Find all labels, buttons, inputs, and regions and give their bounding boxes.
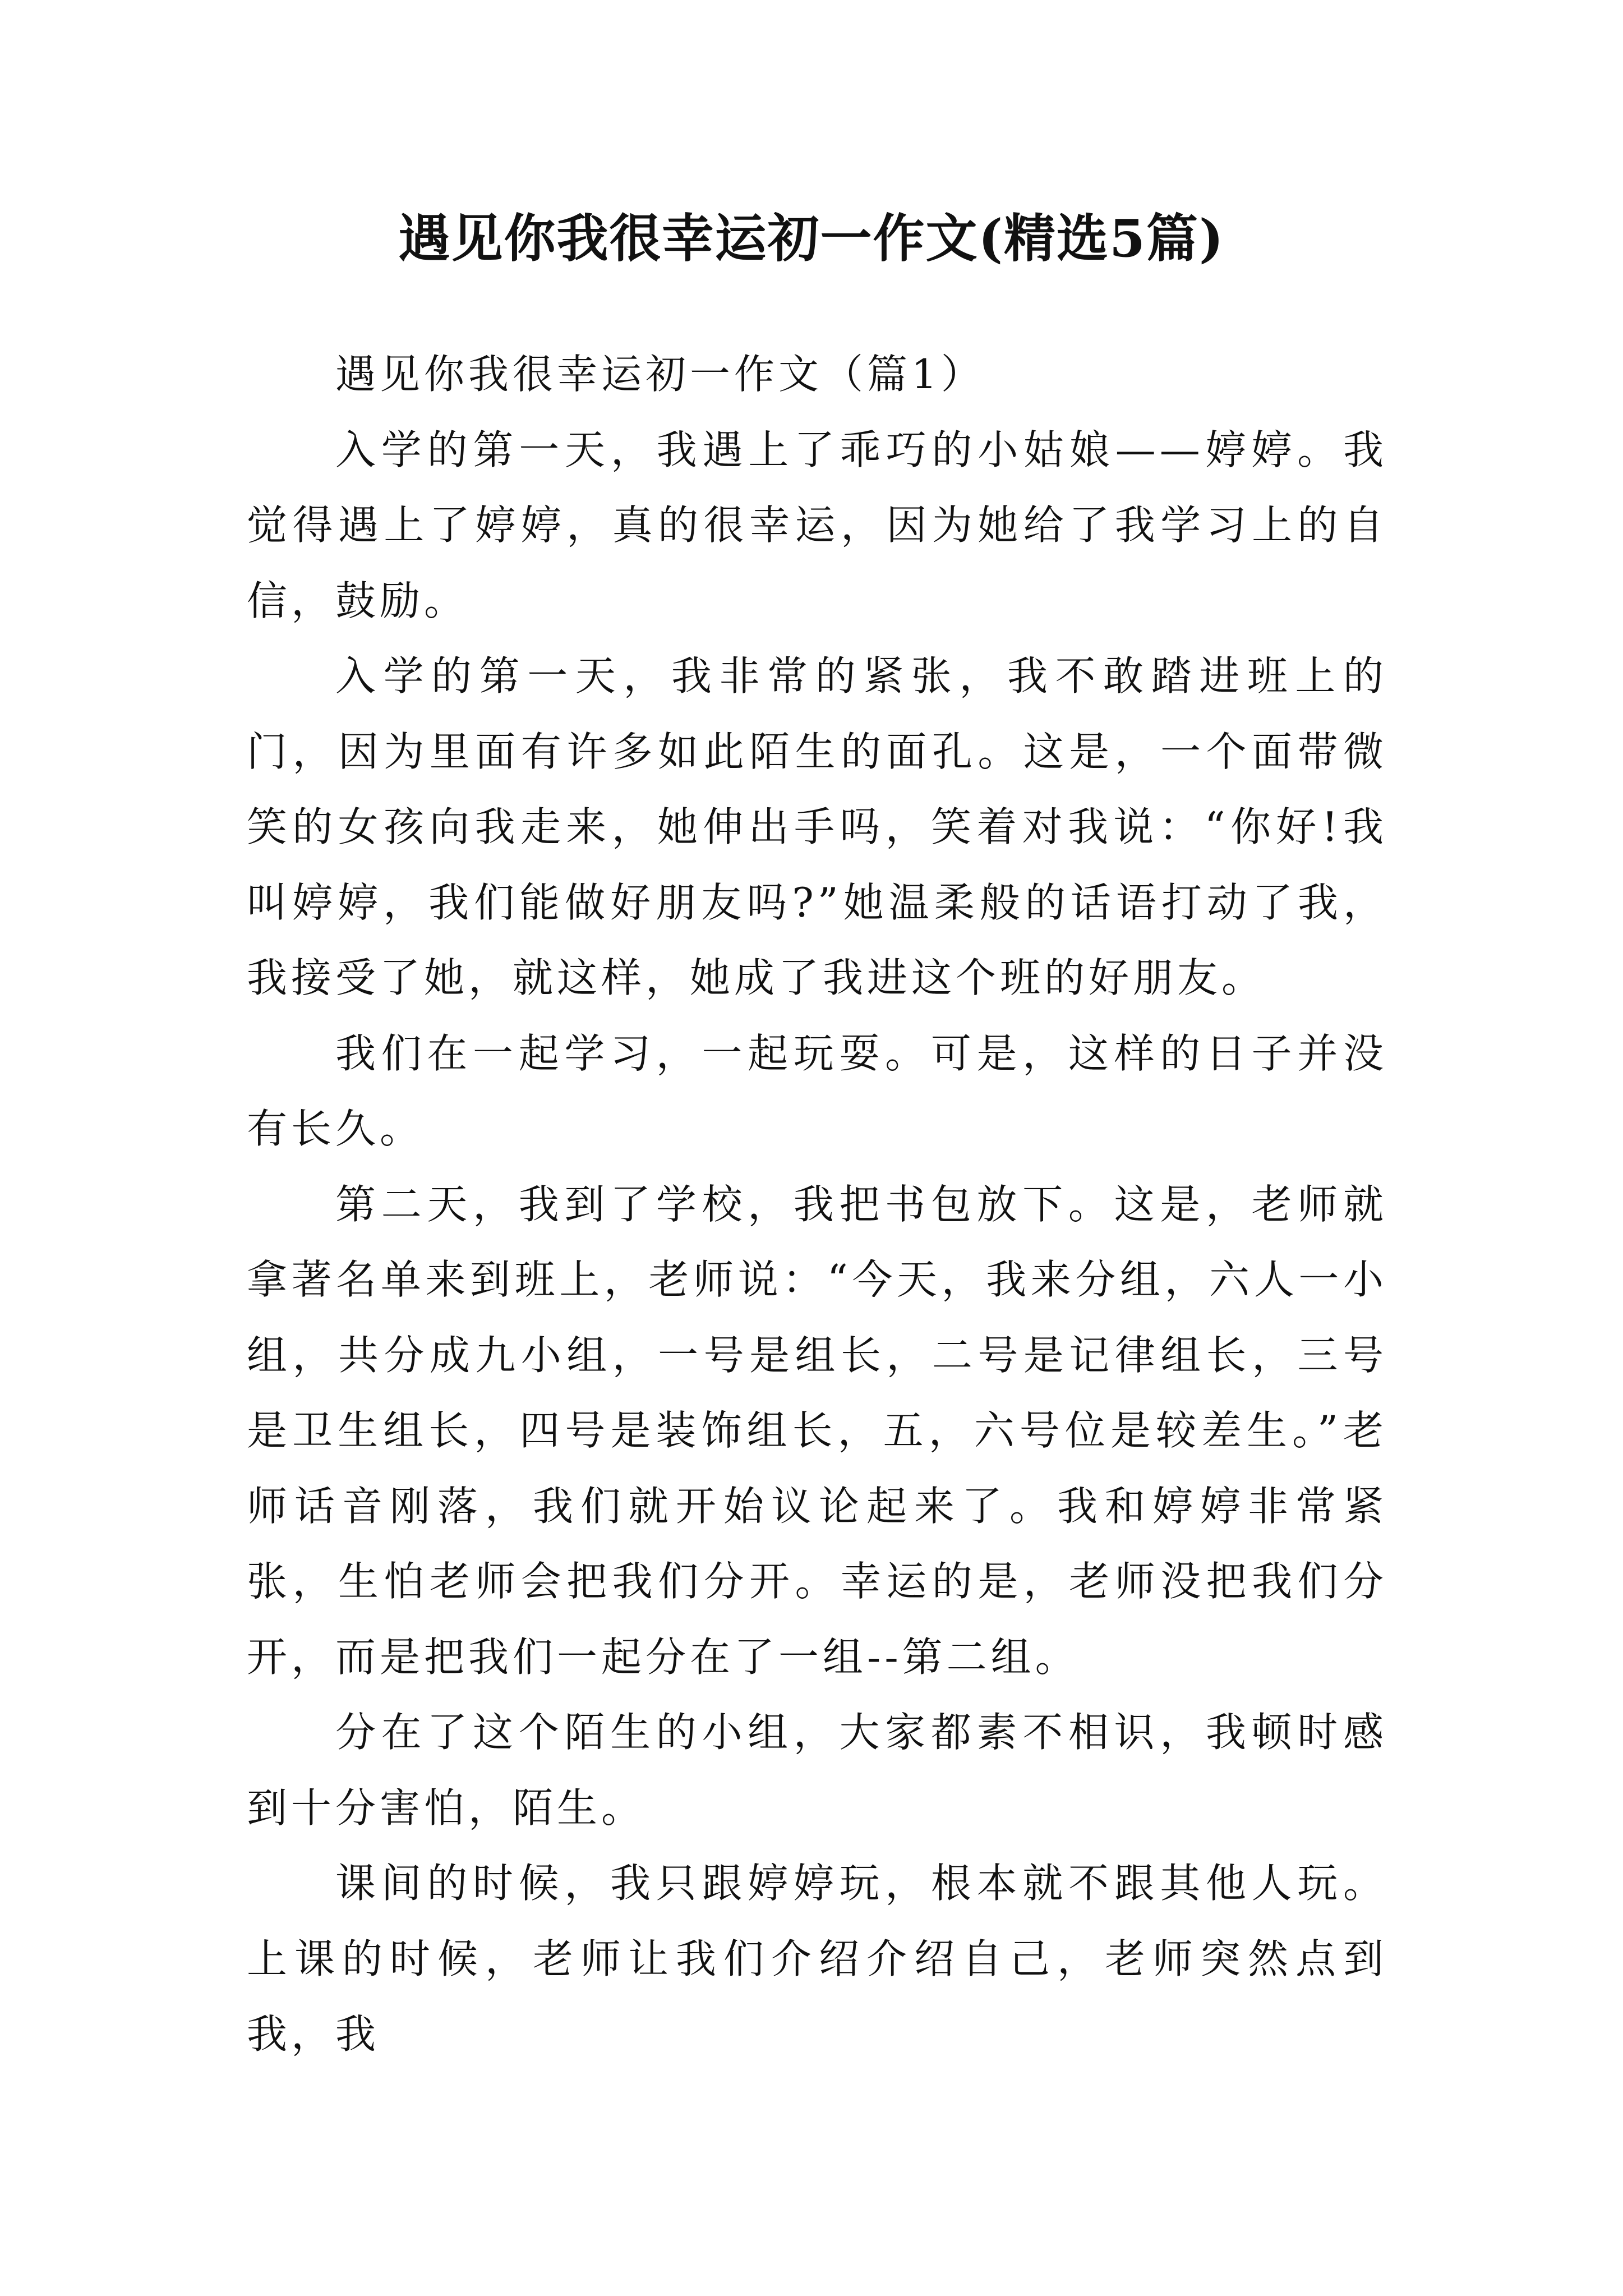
page-title: 遇见你我很幸运初一作文(精选5篇) [398, 208, 1225, 269]
paragraph: 课间的时候，我只跟婷婷玩，根本就不跟其他人玩。上课的时候，老师让我们介绍介绍自己，老师突然点到我，我 [247, 1860, 1387, 2058]
section-heading: 遇见你我很幸运初一作文（篇1） [335, 351, 985, 398]
paragraph: 第二天，我到了学校，我把书包放下。这是，老师就拿著名单来到班上，老师说：“今天，我来分组，六人一小组，共分成九小组，一号是组长，二号是记律组长，三号是卫生组长，四号是装饰组长，五，六号位是较差生。”老师话音刚落，我们就开始议论起来了。我和婷婷非常紧张，生怕老师会把我们分开。幸运的是，老师没把我们分开，而是把我们一起分在了一组--第二组。 [247, 1180, 1387, 1681]
paragraph: 分在了这个陌生的小组，大家都素不相识，我顿时感到十分害怕，陌生。 [247, 1709, 1387, 1832]
essay-body [247, 337, 1387, 2072]
paragraph: 入学的第一天，我非常的紧张，我不敢踏进班上的门，因为里面有许多如此陌生的面孔。这是，一个面带微笑的女孩向我走来，她伸出手吗，笑着对我说：“你好!我叫婷婷，我们能做好朋友吗?”她温柔般的话语打动了我，我接受了她，就这样，她成了我进这个班的好朋友。 [247, 652, 1387, 1001]
paragraph: 入学的第一天，我遇上了乖巧的小姑娘——婷婷。我觉得遇上了婷婷，真的很幸运，因为她给了我学习上的自信，鼓励。 [247, 426, 1387, 624]
paragraph: 我们在一起学习，一起玩耍。可是，这样的日子并没有长久。 [247, 1029, 1387, 1152]
